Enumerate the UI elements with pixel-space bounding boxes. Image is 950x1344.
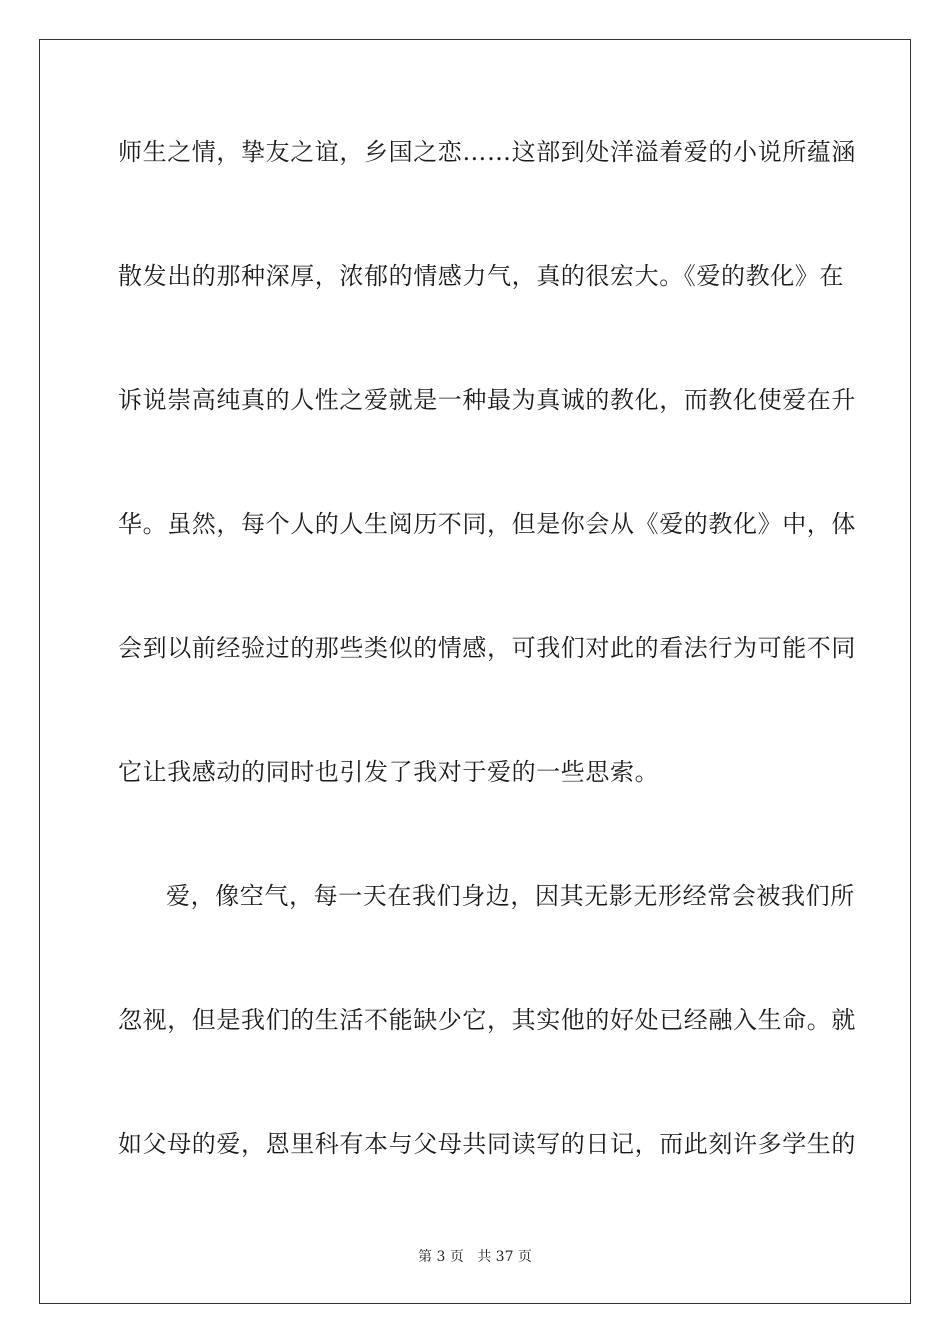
paragraph-line-6: 它让我感动的同时也引发了我对于爱的一些思索。: [118, 758, 660, 786]
paragraph-line-7: 爱，像空气，每一天在我们身边，因其无影无形经常会被我们所: [166, 882, 855, 910]
page-footer: [0, 1248, 950, 1266]
paragraph-line-3: 诉说崇高纯真的人性之爱就是一种最为真诚的教化，而教化使爱在升: [118, 386, 856, 414]
paragraph-line-5: 会到以前经验过的那些类似的情感，可我们对此的看法行为可能不同: [118, 634, 856, 662]
paragraph-line-9: 如父母的爱，恩里科有本与父母共同读写的日记，而此刻许多学生的: [118, 1130, 856, 1158]
page-number: 第 3 页: [418, 1249, 464, 1265]
paragraph-line-1: 师生之情，挚友之谊，乡国之恋……这部到处洋溢着爱的小说所蕴涵: [118, 138, 856, 166]
paragraph-line-2: 散发出的那种深厚，浓郁的情感力气，真的很宏大。《爱的教化》在: [118, 262, 844, 290]
paragraph-line-4: 华。虽然，每个人的人生阅历不同，但是你会从《爱的教化》中，体: [118, 510, 856, 538]
total-pages: 共 37 页: [477, 1249, 532, 1265]
paragraph-line-8: 忽视，但是我们的生活不能缺少它，其实他的好处已经融入生命。就: [118, 1006, 856, 1034]
page-border: [39, 39, 911, 1304]
